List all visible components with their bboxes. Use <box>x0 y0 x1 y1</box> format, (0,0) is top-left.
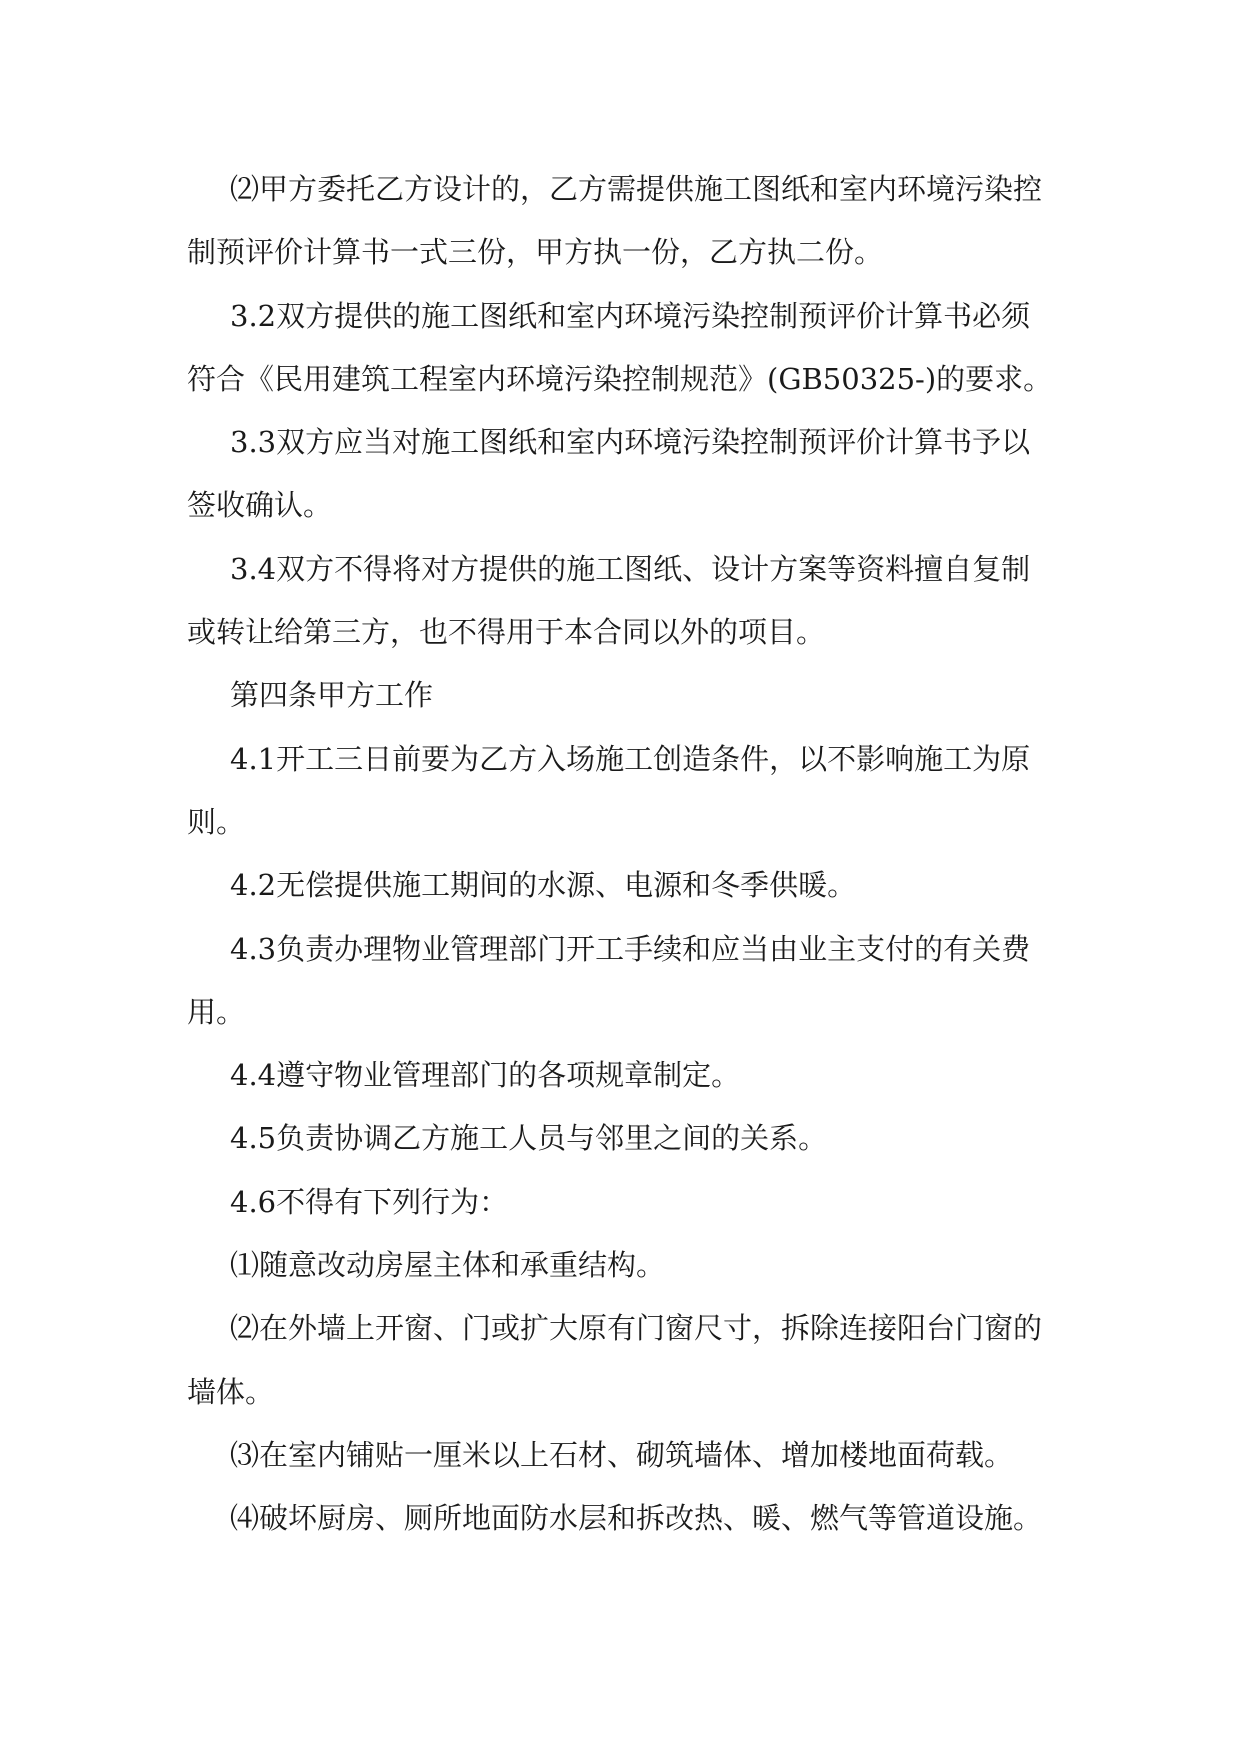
paragraph-line: 制预评价计算书一式三份，甲方执一份，乙方执二份。 <box>187 235 884 270</box>
paragraph-line: 3.4双方不得将对方提供的施工图纸、设计方案等资料擅自复制 <box>230 551 1031 586</box>
paragraph-line: 4.6不得有下列行为： <box>230 1184 509 1219</box>
paragraph-design-drawings <box>187 158 1067 285</box>
list-item-3 <box>187 1424 1067 1487</box>
paragraph-line: ⑷破坏厨房、厕所地面防水层和拆改热、暖、燃气等管道设施。 <box>230 1501 1043 1536</box>
document-body <box>187 158 1067 1551</box>
paragraph-line: 墙体。 <box>187 1374 275 1409</box>
paragraph-line: 4.4遵守物业管理部门的各项规章制定。 <box>230 1058 741 1093</box>
list-item-1 <box>187 1234 1067 1297</box>
paragraph-3-4 <box>187 538 1067 665</box>
paragraph-line: 则。 <box>187 804 246 839</box>
paragraph-4-2 <box>187 854 1067 917</box>
paragraph-line: ⑵甲方委托乙方设计的，乙方需提供施工图纸和室内环境污染控 <box>230 172 1043 206</box>
paragraph-line: ⑴随意改动房屋主体和承重结构。 <box>230 1248 666 1283</box>
section-heading-article-4 <box>187 664 1067 727</box>
paragraph-4-6 <box>187 1171 1067 1234</box>
paragraph-line: 4.5负责协调乙方施工人员与邻里之间的关系。 <box>230 1121 828 1156</box>
paragraph-line: ⑵在外墙上开窗、门或扩大原有门窗尺寸，拆除连接阳台门窗的 <box>230 1311 1043 1346</box>
paragraph-4-3 <box>187 918 1067 1045</box>
paragraph-4-5 <box>187 1107 1067 1170</box>
paragraph-line: 4.3负责办理物业管理部门开工手续和应当由业主支付的有关费 <box>230 931 1031 966</box>
paragraph-line: 符合《民用建筑工程室内环境污染控制规范》(GB50325-)的要求。 <box>187 361 1053 396</box>
list-item-2 <box>187 1297 1067 1424</box>
paragraph-3-2 <box>187 285 1067 412</box>
paragraph-line: 4.2无偿提供施工期间的水源、电源和冬季供暖。 <box>230 868 857 903</box>
paragraph-line: 或转让给第三方，也不得用于本合同以外的项目。 <box>187 615 826 650</box>
paragraph-line: 签收确认。 <box>187 488 333 523</box>
paragraph-4-1 <box>187 728 1067 855</box>
paragraph-line: 3.2双方提供的施工图纸和室内环境污染控制预评价计算书必须 <box>230 298 1031 333</box>
paragraph-line: 用。 <box>187 994 246 1029</box>
paragraph-line: 4.1开工三日前要为乙方入场施工创造条件，以不影响施工为原 <box>230 741 1031 776</box>
paragraph-line: 3.3双方应当对施工图纸和室内环境污染控制预评价计算书予以 <box>230 425 1031 460</box>
paragraph-3-3 <box>187 411 1067 538</box>
paragraph-line: ⑶在室内铺贴一厘米以上石材、砌筑墙体、增加楼地面荷载。 <box>230 1437 1014 1472</box>
paragraph-4-4 <box>187 1044 1067 1107</box>
list-item-4 <box>187 1487 1067 1550</box>
paragraph-line: 第四条甲方工作 <box>230 678 434 713</box>
